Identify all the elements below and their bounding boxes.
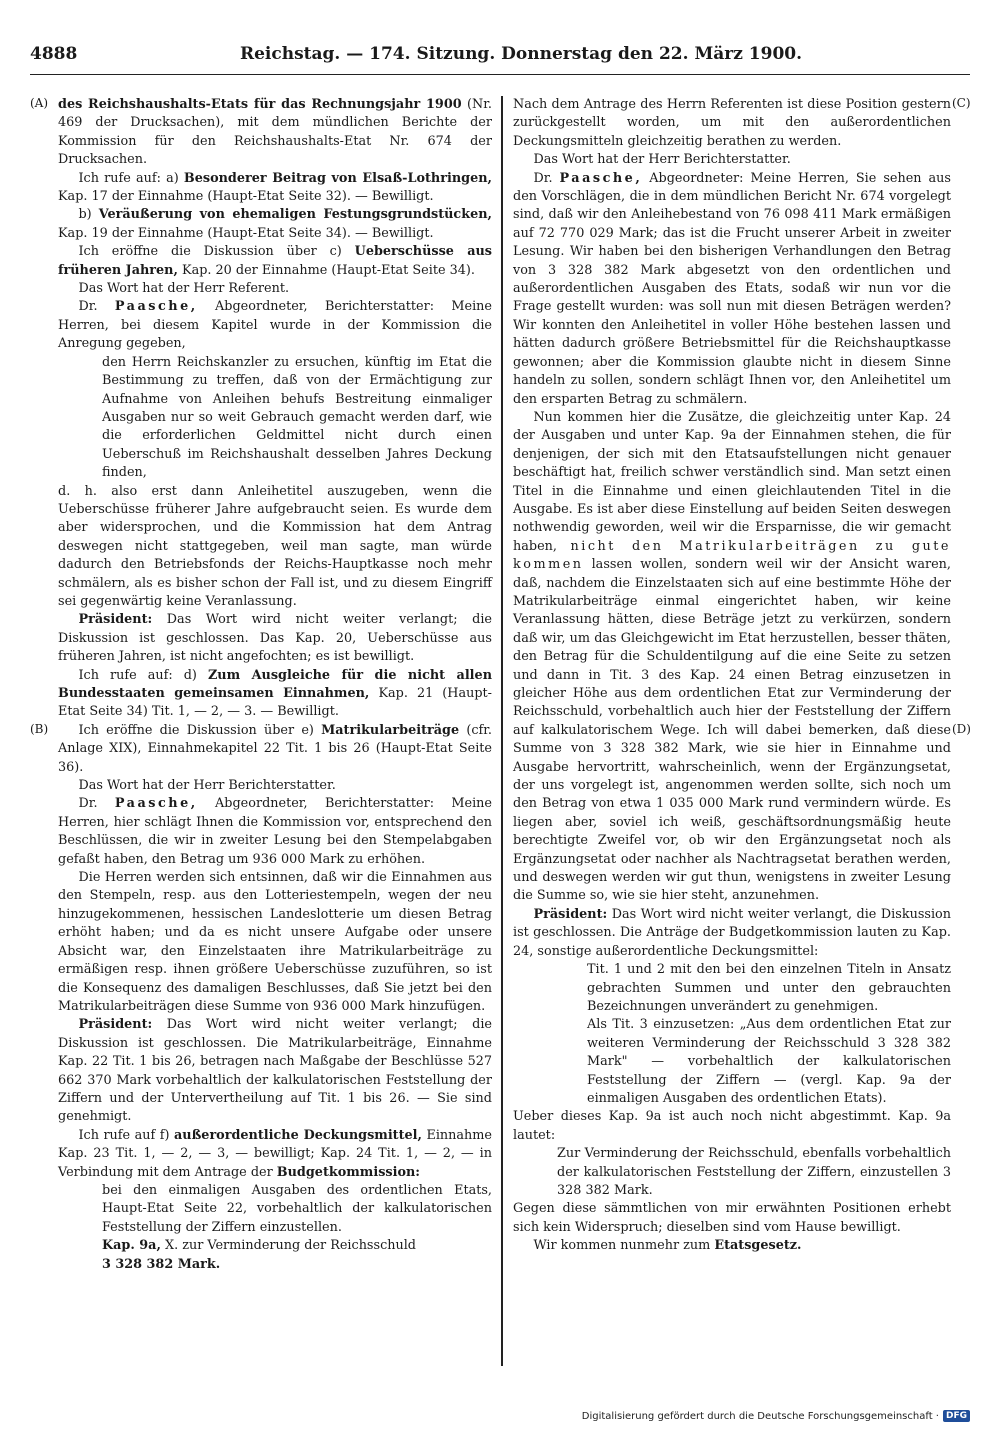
page-header — [30, 44, 972, 74]
paragraph: Wir kommen nunmehr zum Etatsgesetz. — [533, 1238, 802, 1254]
paragraph: Nach dem Antrage des Herrn Referenten ist diese Position gestern zurückgestellt worden, um mit den außerordentlichen Deckungsmitteln gleichzeitig berathen zu werden. — [513, 97, 951, 149]
paragraph: Gegen diese sämmtlichen von mir erwähnten Positionen erhebt sich kein Widerspruch; dieselben sind vom Hause bewilligt. — [513, 1201, 951, 1235]
paragraph: Ich rufe auf f) außerordentliche Deckungsmittel, Einnahme Kap. 23 Tit. 1, — 2, — 3, — bewilligt; Kap. 24 Tit. 1, — 2, — in Verbindung mit dem Antrage der Budgetkommission: — [58, 1127, 492, 1180]
quoted-motion: den Herrn Reichskanzler zu ersuchen, künftig im Etat die Bestimmung zu treffen, daß von der Ermächtigung zur Aufnahme von Anleihen behufs Bestreitung einmaliger Ausgaben nur so weit Gebrauch gemacht werden darf, wie die erforderlichen Geldmittel nicht durch einen Ueberschuß im Reichshaushalt desselben Jahres Deckung finden, — [102, 354, 492, 481]
digitization-footer — [582, 1410, 970, 1422]
paragraph: Dr. Paasche, Abgeordneter, Berichterstatter: Meine Herren, bei diesem Kapitel wurde in der Kommission die Anregung gegeben, — [58, 299, 492, 352]
paragraph: Das Wort hat der Herr Berichterstatter. — [533, 152, 791, 168]
paragraph: Ich eröffne die Diskussion über e) Matrikularbeiträge (cfr. Anlage XIX), Einnahmekapitel 22 Tit. 1 bis 26 (Haupt-Etat Seite 36). — [58, 722, 493, 775]
right-column — [513, 96, 951, 1256]
running-title: Reichstag. — 174. Sitzung. Donnerstag den 22. März 1900. — [239, 44, 803, 64]
paragraph: d. h. also erst dann Anleihetitel auszugeben, wenn die Ueberschüsse früherer Jahre aufgebraucht seien. Es wurde dem aber widersprochen, und die Kommission hat dem Antrag deswegen nicht stattgegeben, weil man sagte, man würde dadurch den Betriebsfonds der Reichs-Hauptkasse noch mehr schmälern, als es bisher schon der Fall ist, und zu diesem Eingriff sei gegenwärtig keine Veranlassung. — [58, 483, 492, 609]
paragraph: Präsident: Das Wort wird nicht weiter verlangt, die Diskussion ist geschlossen. Die Anträge der Budgetkommission lauten zu Kap. 24, sonstige außerordentliche Deckungsmittel: — [513, 906, 951, 959]
dfg-logo-icon: DFG — [943, 1410, 970, 1422]
paragraph: Ich rufe auf: a) Besonderer Beitrag von Elsaß-Lothringen, Kap. 17 der Einnahme (Haupt-Etat Seite 32). — Bewilligt. — [58, 170, 492, 205]
paragraph: Das Wort hat der Herr Referent. — [78, 281, 290, 297]
paragraph: b) Veräußerung von ehemaligen Festungsgrundstücken, Kap. 19 der Einnahme (Haupt-Etat Seite 34). — Bewilligt. — [58, 207, 492, 241]
left-column — [58, 96, 492, 1274]
paragraph: Dr. Paasche, Abgeordneter: Meine Herren, Sie sehen aus den Vorschlägen, die in dem mündlichen Bericht Nr. 674 vorgelegt sind, daß wir den Anleihebestand von 76 098 411 Mark ermäßigen auf 72 770 029 Mark; das ist die Frucht unserer Arbeit in zweiter Lesung. Wir haben bei den bisherigen Verhandlungen den Betrag von 3 328 382 Mark abgesetzt von den ordentlichen und außerordentlichen Ausgaben des Etats, sodaß wir nun vor die Frage gestellt wurden: was soll nun mit diesen Beträgen werden? Wir konnten den Anleihetitel in voller Höhe bestehen lassen und hätten dadurch größere Betriebsmittel für die Reichshauptkasse gewonnen; aber die Kommission glaubte nicht in diesem Sinne handeln zu sollen, sondern schlägt Ihnen vor, den Anleihetitel um den ersparten Betrag zu schmälern. — [513, 170, 951, 407]
margin-mark-b: (B) — [30, 722, 49, 736]
header-rule — [30, 74, 970, 75]
quoted-motion: bei den einmaligen Ausgaben des ordentlichen Etats, Haupt-Etat Seite 22, vorbehaltlich der kalkulatorischen Feststellung der Ziffern einzustellen. — [102, 1182, 492, 1235]
margin-mark-c: (C) — [952, 96, 971, 110]
quoted-motion: Zur Verminderung der Reichsschuld, ebenfalls vorbehaltlich der kalkulatorischen Feststellung der Ziffern, einzustellen 3 328 382 Mark. — [557, 1146, 951, 1198]
paragraph: Präsident: Das Wort wird nicht weiter verlangt; die Diskussion ist geschlossen. Das Kap. 20, Ueberschüsse aus früheren Jahren, ist nicht angefochten; es ist bewilligt. — [58, 612, 492, 665]
quoted-motion: Als Tit. 3 einzusetzen: „Aus dem ordentlichen Etat zur weiteren Verminderung der Reichsschuld 3 328 382 Mark" — vorbehaltlich der kalkulatorischen Feststellung der Ziffern — (vergl. Kap. 9a der einmaligen Ausgaben des ordentlichen Etats). — [587, 1017, 951, 1106]
quoted-motion: Kap. 9a, X. zur Verminderung der Reichsschuld 3 328 382 Mark. — [102, 1238, 417, 1272]
margin-mark-a: (A) — [30, 96, 49, 110]
paragraph: Das Wort hat der Herr Berichterstatter. — [78, 778, 336, 794]
column-divider — [501, 96, 503, 1366]
margin-mark-d: (D) — [952, 722, 971, 736]
paragraph: Nun kommen hier die Zusätze, die gleichzeitig unter Kap. 24 der Ausgaben und unter Kap. 9a der Einnahmen stehen, die für denjenigen, der sich mit den Etatsaufstellungen nicht genauer beschäftigt hat, freilich schwer verständlich sind. Man setzt einen Titel in die Einnahme und einen gleichlautenden Titel in die Ausgabe. Es ist aber diese Einstellung auf beiden Seiten deswegen nothwendig geworden, weil wir die Ersparnisse, die wir gemacht haben, nicht den Matrikularbeiträgen zu gute kommen lassen wollen, sondern weil wir der Ansicht waren, daß, nachdem die Einzelstaaten sich auf eine bestimmte Höhe der Matrikularbeiträge einmal eingerichtet haben, wir keine Veranlassung hätten, diese Beträge jetzt zu verkürzen, sondern daß wir, um das Gleichgewicht im Etat herzustellen, besser thäten, den Betrag für die Schuldentilgung auf die eine Seite zu setzen und dann in Tit. 3 des Kap. 24 einen Betrag einzusetzen in gleicher Höhe aus dem ordentlichen Etat zur Verminderung der Reichsschuld, vorbehaltlich auch hier der Feststellung der Ziffern auf kalkulatorischem Wege. Ich will dabei bemerken, daß diese Summe von 3 328 382 Mark, wie sie hier in Einnahme und Ausgabe hervortritt, wahrscheinlich, wenn der Ergänzungsetat, der uns vorgelegt ist, angenommen werden sollte, sich noch um den Betrag von etwa 1 035 000 Mark rund vermindern würde. Es liegen aber, soviel ich weiß, geschäftsordnungsmäßig heute berechtigte Zweifel vor, ob wir den Ergänzungsetat noch als Ergänzungsetat oder nachher als Nachtragsetat berathen werden, und deswegen werden wir gut thun, wenigstens in zweiter Lesung die Summe so, wie sie hier steht, anzunehmen. — [513, 409, 951, 904]
paragraph: des Reichshaushalts-Etats für das Rechnungsjahr 1900 (Nr. 469 der Drucksachen), mit dem mündlichen Berichte der Kommission für den Reichshaushalts-Etat Nr. 674 der Drucksachen. — [58, 97, 492, 168]
paragraph: Dr. Paasche, Abgeordneter, Berichterstatter: Meine Herren, hier schlägt Ihnen die Kommission vor, entsprechend den Beschlüssen, die wir in zweiter Lesung bei den Stempelabgaben gefaßt haben, den Betrag um 936 000 Mark zu erhöhen. — [58, 796, 492, 867]
paragraph: Ich rufe auf: d) Zum Ausgleiche für die nicht allen Bundesstaaten gemeinsamen Einnahmen, Kap. 21 (Haupt-Etat Seite 34) Tit. 1, — 2, — 3. — Bewilligt. — [58, 667, 492, 720]
paragraph: Ich eröffne die Diskussion über c) Ueberschüsse aus früheren Jahren, Kap. 20 der Einnahme (Haupt-Etat Seite 34). — [58, 244, 492, 278]
quoted-motion: Tit. 1 und 2 mit den bei den einzelnen Titeln in Ansatz gebrachten Summen und unter den gebrauchten Bezeichnungen unverändert zu genehmigen. — [587, 962, 951, 1014]
footer-credit: Digitalisierung gefördert durch die Deutsche Forschungsgemeinschaft · — [581, 1410, 939, 1422]
page-number: 4888 — [30, 44, 78, 64]
paragraph: Präsident: Das Wort wird nicht weiter verlangt; die Diskussion ist geschlossen. Die Matrikularbeiträge, Einnahme Kap. 22 Tit. 1 bis 26, betragen nach Maßgabe der Beschlüsse 527 662 370 Mark vorbehaltlich der kalkulatorischen Feststellung der Ziffern und der Untervertheilung auf Tit. 1 bis 26. — Sie sind genehmigt. — [58, 1017, 492, 1125]
paragraph: Die Herren werden sich entsinnen, daß wir die Einnahmen aus den Stempeln, resp. aus den Lotteriestempeln, wegen der neu hinzugekommenen, hessischen Landeslotterie um diesen Betrag erhöht haben; und da es nicht unsere Aufgabe oder unsere Absicht war, den Einzelstaaten ihre Matrikularbeiträge zu ermäßigen resp. ihnen größere Ueberschüsse zuzuführen, so ist die Konsequenz des damaligen Beschlusses, daß Sie jetzt bei den Matrikularbeiträgen diese Summe von 936 000 Mark hinzufügen. — [58, 870, 492, 1014]
paragraph: Ueber dieses Kap. 9a ist auch noch nicht abgestimmt. Kap. 9a lautet: — [513, 1109, 951, 1143]
